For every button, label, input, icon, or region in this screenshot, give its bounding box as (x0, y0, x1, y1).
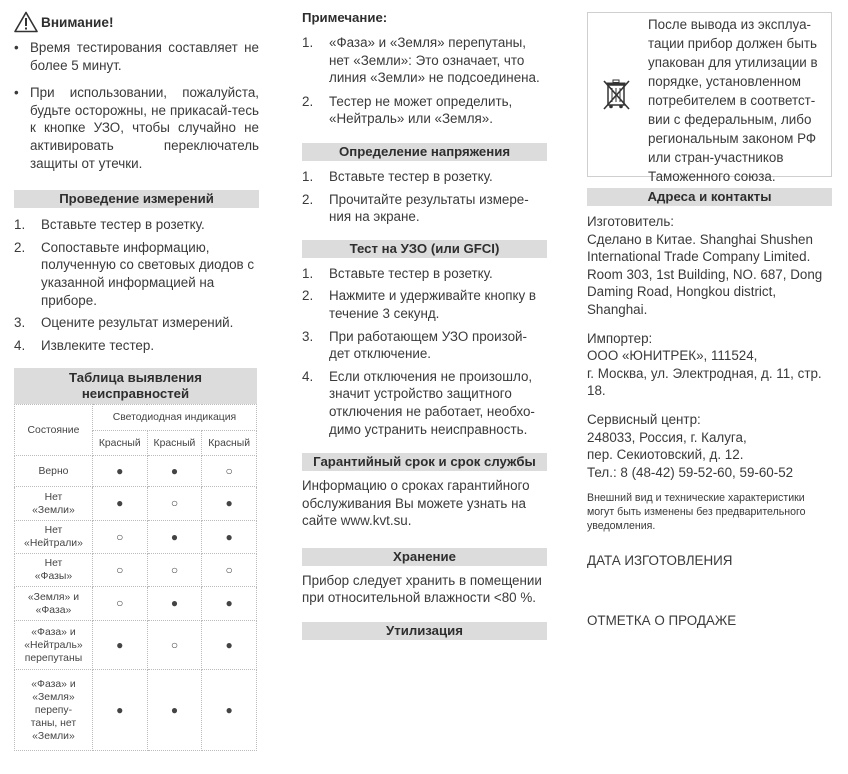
state-cell: «Земля» и «Фаза» (15, 587, 93, 621)
voltage-step: 2. Прочитайте результаты измере-ния на экране. (302, 191, 529, 225)
state-cell: Нет «Фазы» (15, 554, 93, 587)
warranty-text: Информацию о сроках гарантийного обслуживания Вы можете узнать на сайте www.kvt.su. (302, 478, 530, 529)
measurement-step: 2. Сопоставьте информацию, полученную со световых диодов с указанной информацией на приборе. (14, 239, 255, 308)
state-column-header: Состояние (15, 405, 93, 456)
state-cell: «Фаза» и «Земля» перепу-таны, нет «Земли» (15, 670, 93, 751)
column-middle (302, 0, 547, 640)
warning-title: Внимание! (41, 14, 114, 30)
led-indicator: ○ (147, 554, 202, 587)
rcd-test-step: 3. При работающем УЗО произой-дет отключение. (302, 328, 527, 362)
table-row (15, 521, 257, 554)
table-row (15, 487, 257, 521)
sale-mark-label: ОТМЕТКА О ПРОДАЖЕ (587, 612, 737, 628)
contacts-heading: Адреса и контакты (587, 188, 832, 206)
led-color-label: Красный (92, 431, 147, 456)
led-color-label: Красный (147, 431, 202, 456)
importer-info: Импортер: ООО «ЮНИТРЕК», 111524, г. Москва, ул. Электродная, д. 11, стр. 18. (587, 330, 822, 399)
note-item: 2. Тестер не может определить, «Нейтраль» или «Земля». (302, 93, 513, 127)
voltage-heading: Определение напряжения (302, 143, 547, 161)
led-indicator: ● (147, 456, 202, 487)
led-indicator: ● (202, 670, 257, 751)
led-indicator: ● (202, 587, 257, 621)
led-indicator: ○ (92, 521, 147, 554)
led-indicator: ● (147, 587, 202, 621)
led-indicator: ● (147, 670, 202, 751)
warning-heading (14, 10, 259, 34)
led-indicator: ● (202, 487, 257, 521)
disposal-text: После вывода из эксплуа-тации прибор должен быть упакован для утилизации в порядке, установленном потребителем в соответст-вии с федеральным, либо региональным законом РФ или стран-участников Таможенного союза. (648, 17, 818, 184)
table-row (15, 587, 257, 621)
warranty-heading: Гарантийный срок и срок службы (302, 453, 547, 471)
table-row (15, 456, 257, 487)
note-list (302, 34, 547, 128)
led-indicator: ○ (202, 456, 257, 487)
table-row (15, 621, 257, 670)
warning-triangle-icon (14, 11, 38, 33)
rcd-test-step: 2. Нажмите и удерживайте кнопку в течение 3 секунд. (302, 288, 537, 321)
rcd-test-step: 1. Вставьте тестер в розетку. (302, 265, 493, 281)
led-indicator: ○ (147, 621, 202, 670)
disclaimer-text: Внешний вид и технические характеристики могут быть изменены без предварительного уведомления. (587, 492, 806, 533)
state-cell: Верно (15, 456, 93, 487)
warning-list (14, 39, 259, 172)
led-indicator: ○ (92, 554, 147, 587)
storage-text: Прибор следует хранить в помещении при относительной влажности <80 %. (302, 572, 542, 606)
led-indicator: ○ (147, 487, 202, 521)
disposal-box (587, 12, 832, 184)
disposal-heading: Утилизация (302, 622, 547, 640)
voltage-steps (302, 168, 547, 226)
led-indicator: ● (147, 521, 202, 554)
led-color-label: Красный (202, 431, 257, 456)
crossed-bin-icon (602, 78, 632, 112)
storage-heading: Хранение (302, 548, 547, 566)
manufacturer-info: Изготовитель: Сделано в Китае. Shanghai Shushen International Trade Company Limited. Room 303, 1st Building, NO. 687, Dong Daming Road, Hongkou district, Shanghai. (587, 214, 823, 317)
led-indicator: ● (92, 621, 147, 670)
table-row (15, 554, 257, 587)
warning-item: • При использовании, пожалуйста, будьте осторожны, не прикасай-тесь к кнопке УЗО, чтобы случайно не активировать переключатель защиты от утечки. (14, 84, 259, 172)
rcd-test-heading: Тест на УЗО (или GFCI) (302, 240, 547, 258)
fault-table (14, 404, 257, 751)
voltage-step: 1. Вставьте тестер в розетку. (302, 168, 493, 184)
led-column-header: Светодиодная индикация (92, 405, 256, 431)
table-row (15, 670, 257, 751)
led-indicator: ● (92, 670, 147, 751)
service-center-info: Сервисный центр: 248033, Россия, г. Калуга, пер. Секиотовский, д. 12. Тел.: 8 (48-42) 59-52-60, 59-60-52 (587, 411, 794, 480)
led-indicator: ● (92, 456, 147, 487)
measurement-heading: Проведение измерений (14, 190, 259, 208)
led-indicator: ● (92, 487, 147, 521)
measurement-step: 3. Оцените результат измерений. (14, 315, 234, 331)
fault-table-heading: Таблица выявления неисправностей (14, 368, 257, 404)
note-heading: Примечание: (302, 10, 388, 25)
note-item: 1. «Фаза» и «Земля» перепутаны, нет «Земли»: Это означает, что линия «Земли» не подсоединена. (302, 35, 540, 86)
led-indicator: ● (202, 521, 257, 554)
led-indicator: ● (202, 621, 257, 670)
led-indicator: ○ (202, 554, 257, 587)
measurement-step: 4. Извлеките тестер. (14, 337, 155, 353)
disposal-icon-wrap (588, 13, 646, 176)
manufacture-date-label: ДАТА ИЗГОТОВЛЕНИЯ (587, 553, 733, 569)
measurement-step: 1. Вставьте тестер в розетку. (14, 217, 205, 233)
column-left (14, 0, 259, 751)
rcd-test-steps (302, 265, 547, 438)
column-right (587, 0, 832, 630)
rcd-test-step: 4. Если отключения не произошло, значит устройство защитного отключения не работает, необхо-димо устранить неисправность. (302, 368, 535, 437)
state-cell: Нет «Нейтрали» (15, 521, 93, 554)
state-cell: Нет «Земли» (15, 487, 93, 521)
led-indicator: ○ (92, 587, 147, 621)
state-cell: «Фаза» и «Нейтраль» перепутаны (15, 621, 93, 670)
measurement-steps (14, 216, 259, 354)
warning-item: • Время тестирования составляет не более 5 минут. (14, 39, 259, 74)
